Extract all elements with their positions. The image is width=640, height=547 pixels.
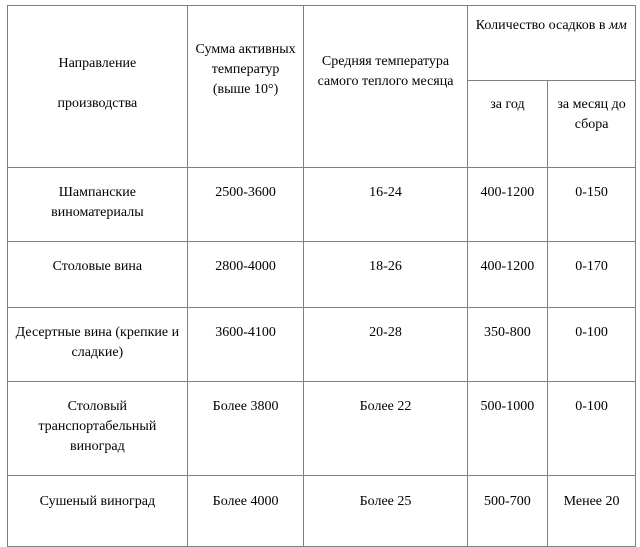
header-precipitation-label: Количество осадков в [475, 18, 606, 33]
cell-per-month: 0-100 [548, 308, 636, 382]
cell-direction: Столовые вина [8, 242, 188, 308]
cell-direction: Шампанские виноматериалы [8, 168, 188, 242]
header-precipitation [467, 6, 635, 81]
cell-per-year: 400-1200 [467, 168, 548, 242]
header-per-year: за год [467, 81, 548, 168]
header-precipitation-unit: мм [609, 18, 627, 33]
table-row [8, 242, 636, 308]
cell-per-month: Менее 20 [548, 476, 636, 547]
header-direction [8, 6, 188, 168]
header-per-month-before-harvest: за месяц до сбора [548, 81, 636, 168]
header-row-top [8, 6, 636, 81]
cell-direction: Столовый транспортабельный виноград [8, 382, 188, 476]
cell-active-temp-sum: 2500-3600 [187, 168, 304, 242]
cell-per-year: 500-1000 [467, 382, 548, 476]
cell-active-temp-sum: 2800-4000 [187, 242, 304, 308]
cell-active-temp-sum: Более 4000 [187, 476, 304, 547]
table-row [8, 168, 636, 242]
header-direction-line2: производства [57, 96, 138, 111]
cell-avg-temp-warmest: 18-26 [304, 242, 467, 308]
table-body [8, 168, 636, 547]
table-header [8, 6, 636, 168]
table-row [8, 382, 636, 476]
cell-per-month: 0-150 [548, 168, 636, 242]
cell-direction: Десертные вина (крепкие и сладкие) [8, 308, 188, 382]
cell-per-year: 350-800 [467, 308, 548, 382]
header-avg-temp-warmest: Средняя температура самого теплого месяца [304, 6, 467, 168]
cell-direction: Сушеный виноград [8, 476, 188, 547]
cell-avg-temp-warmest: Более 25 [304, 476, 467, 547]
cell-active-temp-sum: 3600-4100 [187, 308, 304, 382]
table-row [8, 476, 636, 547]
cell-avg-temp-warmest: Более 22 [304, 382, 467, 476]
header-direction-line1: Направление [58, 56, 137, 71]
cell-per-month: 0-100 [548, 382, 636, 476]
table-row [8, 308, 636, 382]
cell-avg-temp-warmest: 20-28 [304, 308, 467, 382]
header-active-temp-sum: Сумма активных температур (выше 10°) [187, 6, 304, 168]
viticulture-requirements-table [7, 5, 636, 547]
cell-avg-temp-warmest: 16-24 [304, 168, 467, 242]
cell-per-year: 400-1200 [467, 242, 548, 308]
cell-active-temp-sum: Более 3800 [187, 382, 304, 476]
cell-per-year: 500-700 [467, 476, 548, 547]
cell-per-month: 0-170 [548, 242, 636, 308]
